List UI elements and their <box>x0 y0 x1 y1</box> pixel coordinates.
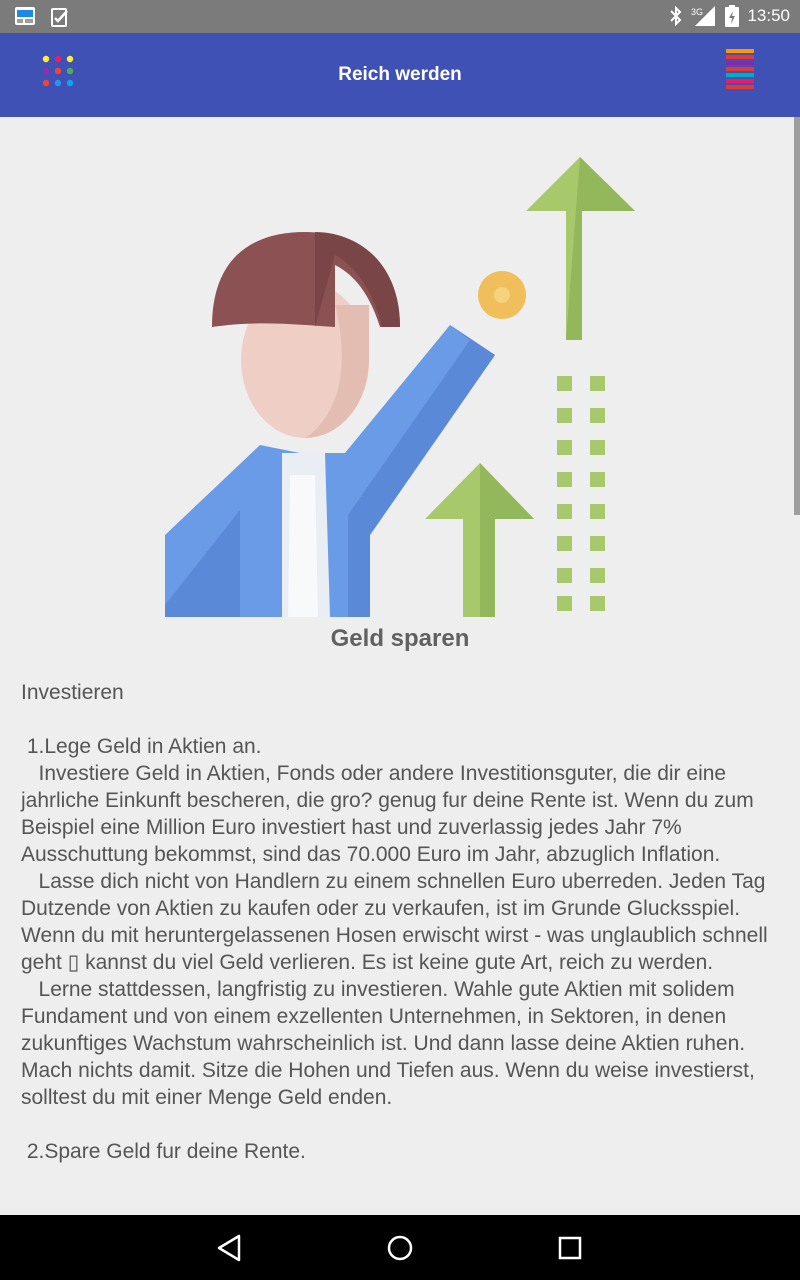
status-time: 13:50 <box>747 6 790 25</box>
article-content[interactable] <box>0 117 800 1215</box>
recents-square-icon[interactable] <box>553 1231 587 1265</box>
app-title: Reich werden <box>338 64 462 85</box>
app-bar <box>0 33 800 117</box>
businessman-growth-illustration <box>150 135 650 620</box>
back-triangle-icon[interactable] <box>213 1231 247 1265</box>
colored-bars-menu-icon[interactable] <box>726 49 756 91</box>
bluetooth-icon <box>669 6 683 26</box>
network-type-label: 3G <box>691 7 704 17</box>
colored-dots-logo-icon[interactable] <box>40 55 76 91</box>
article-text: Investieren 1.Lege Geld in Aktien an. Investiere Geld in Aktien, Fonds oder andere Investitionsguter, die dir eine jahrliche Einkunft bescheren, die gro? genug fur deine Rente ist. Wenn du zum Beispiel eine Million Euro investiert hast und zuverlassig jedes Jahr 7% Ausschuttung bekommst, sind das 70.000 Euro im Jahr, abzuglich Inflation. Lasse dich nicht von Handlern zu einem schnellen Euro uberreden. Jeden Tag Dutzende von Aktien zu kaufen oder zu verkaufen, ist im Grunde Glucksspiel. Wenn du mit heruntergelassenen Hosen erwischt wirst - was unglaublich schnell geht ▯ kannst du viel Geld verlieren. Es ist keine gute Art, reich zu werden. Lerne stattdessen, langfristig zu investieren. Wahle gute Aktien mit solidem Fundament und von einem exzellenten Unternehmen, in Sektoren, in denen zukunftiges Wachstum wahrscheinlich ist. Und dann lasse deine Aktien ruhen. Mach nichts damit. Sitze die Hohen und Tiefen aus. Wenn du weise investierst, solltest du mit einer Menge Geld enden. 2.Spare Geld fur deine Rente. <box>21 681 768 1163</box>
scrollbar[interactable] <box>794 117 800 515</box>
app-notification-icon <box>14 6 36 26</box>
battery-icon <box>725 5 739 27</box>
signal-icon <box>691 6 717 26</box>
clipboard-check-icon <box>50 6 70 28</box>
article-heading: Geld sparen <box>330 625 470 652</box>
home-circle-icon[interactable] <box>383 1231 417 1265</box>
navigation-bar <box>0 1215 800 1280</box>
status-bar <box>0 0 800 33</box>
